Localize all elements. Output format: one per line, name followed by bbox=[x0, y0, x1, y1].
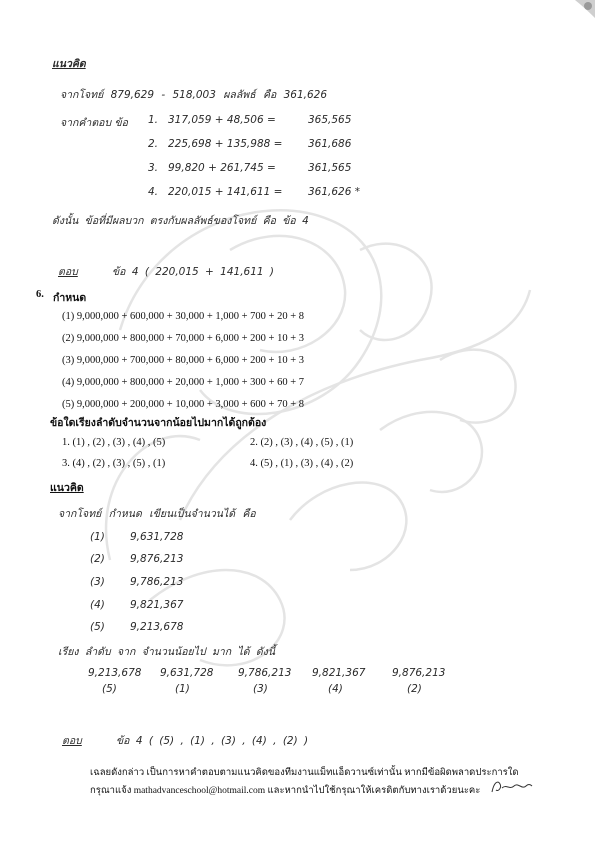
value-2-label: (2) bbox=[90, 553, 105, 565]
sorted-1-label: (5) bbox=[102, 683, 117, 695]
section1-intro: จากโจทย์ 879,629 - 518,003 ผลลัพธ์ คือ 361,626 bbox=[60, 89, 328, 101]
choice-2-expr: 225,698 + 135,988 = bbox=[168, 138, 283, 150]
problem-6-item-2: (2) 9,000,000 + 800,000 + 70,000 + 6,000 + 200 + 10 + 3 bbox=[62, 333, 305, 344]
page-corner-mark bbox=[555, 0, 595, 22]
section1-answer-label: ตอบ bbox=[58, 266, 78, 278]
signature-image bbox=[488, 778, 534, 796]
sorted-5-label: (2) bbox=[407, 683, 422, 695]
value-3-label: (3) bbox=[90, 576, 105, 588]
value-4-label: (4) bbox=[90, 599, 105, 611]
sorted-4-label: (4) bbox=[328, 683, 343, 695]
section1-from-answers: จากคำตอบ ข้อ bbox=[60, 117, 128, 129]
problem-6-option-1: 1. (1) , (2) , (3) , (4) , (5) bbox=[62, 437, 166, 448]
problem-6-item-5: (5) 9,000,000 + 200,000 + 10,000 + 3,000 + 600 + 70 + 8 bbox=[62, 399, 305, 410]
section2-sort-line: เรียง ลำดับ จาก จำนวนน้อยไป มาก ได้ ดังนี้ bbox=[58, 646, 276, 658]
value-3: 9,786,213 bbox=[130, 576, 184, 588]
problem-6-item-3: (3) 9,000,000 + 700,000 + 80,000 + 6,000 + 200 + 10 + 3 bbox=[62, 355, 305, 366]
section1-conclusion: ดังนั้น ข้อที่มีผลบวก ตรงกับผลลัพธ์ของโจทย์ คือ ข้อ 4 bbox=[52, 215, 309, 227]
footer-line-1: เฉลยดังกล่าว เป็นการหาคำตอบตามแนวคิดของทีมงานแม็ทแอ็ดวานซ์เท่านั้น หากมีข้อผิดพลาดประการใด bbox=[90, 768, 519, 778]
choice-3-expr: 99,820 + 261,745 = bbox=[168, 162, 276, 174]
value-1: 9,631,728 bbox=[130, 531, 184, 543]
problem-6-question: ข้อใดเรียงลำดับจำนวนจากน้อยไปมากได้ถูกต้อง bbox=[50, 418, 267, 429]
sorted-1-value: 9,213,678 bbox=[88, 667, 142, 679]
choice-3-result: 361,565 bbox=[308, 162, 352, 174]
sorted-2-value: 9,631,728 bbox=[160, 667, 214, 679]
value-1-label: (1) bbox=[90, 531, 105, 543]
choice-3-num: 3. bbox=[148, 162, 159, 174]
sorted-3-value: 9,786,213 bbox=[238, 667, 292, 679]
choice-2-num: 2. bbox=[148, 138, 159, 150]
choice-1-expr: 317,059 + 48,506 = bbox=[168, 114, 276, 126]
choice-2-result: 361,686 bbox=[308, 138, 352, 150]
section2-answer-label: ตอบ bbox=[62, 735, 82, 747]
value-5-label: (5) bbox=[90, 621, 105, 633]
choice-1-result: 365,565 bbox=[308, 114, 352, 126]
section2-heading: แนวคิด bbox=[50, 483, 84, 494]
value-4: 9,821,367 bbox=[130, 599, 184, 611]
problem-6-option-2: 2. (2) , (3) , (4) , (5) , (1) bbox=[250, 437, 354, 448]
problem-6-option-3: 3. (4) , (2) , (3) , (5) , (1) bbox=[62, 458, 166, 469]
choice-4-num: 4. bbox=[148, 186, 159, 198]
problem-6-label: กำหนด bbox=[53, 293, 87, 304]
problem-6-option-4: 4. (5) , (1) , (3) , (4) , (2) bbox=[250, 458, 354, 469]
sorted-3-label: (3) bbox=[253, 683, 268, 695]
choice-4-expr: 220,015 + 141,611 = bbox=[168, 186, 283, 198]
problem-6-number: 6. bbox=[36, 289, 44, 300]
problem-6-item-1: (1) 9,000,000 + 600,000 + 30,000 + 1,000 + 700 + 20 + 8 bbox=[62, 311, 305, 322]
footer-line-2: กรุณาแจ้ง mathadvanceschool@hotmail.com และหากนำไปใช้กรุณาให้เครดิตกับทางเราด้วยนะคะ bbox=[90, 786, 481, 796]
value-2: 9,876,213 bbox=[130, 553, 184, 565]
problem-6-item-4: (4) 9,000,000 + 800,000 + 20,000 + 1,000 + 300 + 60 + 7 bbox=[62, 377, 305, 388]
section2-intro: จากโจทย์ กำหนด เขียนเป็นจำนวนได้ คือ bbox=[58, 508, 256, 520]
value-5: 9,213,678 bbox=[130, 621, 184, 633]
sorted-5-value: 9,876,213 bbox=[392, 667, 446, 679]
section1-answer: ข้อ 4 ( 220,015 + 141,611 ) bbox=[112, 266, 275, 278]
section1-heading: แนวคิด bbox=[52, 58, 86, 70]
sorted-4-value: 9,821,367 bbox=[312, 667, 366, 679]
choice-4-result: 361,626 * bbox=[308, 186, 361, 198]
sorted-2-label: (1) bbox=[175, 683, 190, 695]
section2-answer: ข้อ 4 ( (5) , (1) , (3) , (4) , (2) ) bbox=[116, 735, 309, 747]
choice-1-num: 1. bbox=[148, 114, 159, 126]
